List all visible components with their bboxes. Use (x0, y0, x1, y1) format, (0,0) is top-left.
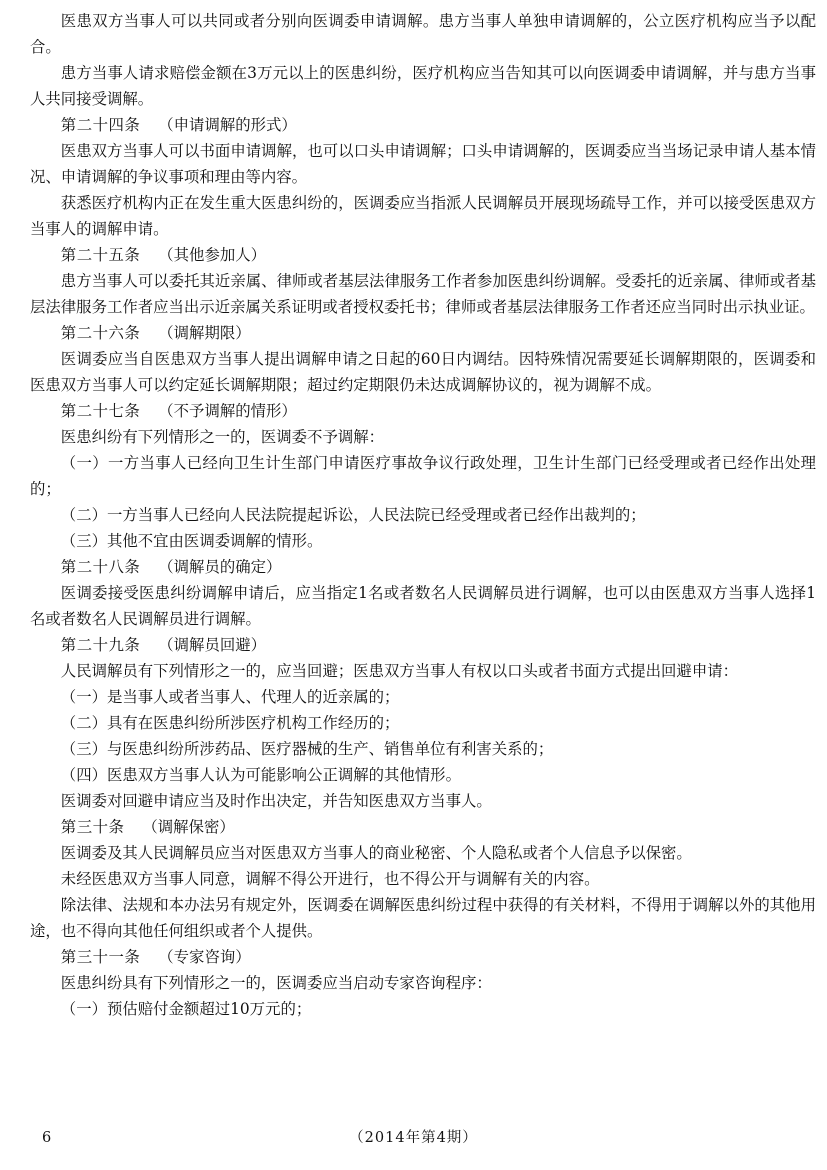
article-number: 第二十五条 (60, 246, 141, 264)
paragraph: 医患双方当事人可以共同或者分别向医调委申请调解。患方当事人单独申请调解的，公立医疗机构应当予以配合。 (30, 12, 816, 56)
paragraph: （三）与医患纠纷所涉药品、医疗器械的生产、销售单位有利害关系的； (60, 740, 554, 758)
article-heading (30, 112, 816, 138)
article-number: 第三十条 (60, 818, 125, 836)
article-number: 第三十一条 (60, 948, 141, 966)
article-title: （专家咨询） (158, 948, 251, 966)
paragraph: （四）医患双方当事人认为可能影响公正调解的其他情形。 (60, 766, 461, 784)
article-heading (30, 944, 816, 970)
page-number: 6 (42, 1130, 52, 1146)
paragraph: （一）一方当事人已经向卫生计生部门申请医疗事故争议行政处理，卫生计生部门已经受理或者已经作出处理的； (30, 454, 816, 498)
article-heading (30, 398, 816, 424)
paragraph: （三）其他不宜由医调委调解的情形。 (60, 532, 323, 550)
paragraph: 未经医患双方当事人同意，调解不得公开进行，也不得公开与调解有关的内容。 (60, 870, 600, 888)
paragraph: 患方当事人可以委托其近亲属、律师或者基层法律服务工作者参加医患纠纷调解。受委托的近亲属、律师或者基层法律服务工作者应当出示近亲属关系证明或者授权委托书；律师或者基层法律服务工作者还应当同时出示执业证。 (30, 272, 816, 316)
article-heading (30, 632, 816, 658)
paragraph: 医调委及其人民调解员应当对医患双方当事人的商业秘密、个人隐私或者个人信息予以保密。 (60, 844, 692, 862)
paragraph: 医调委对回避申请应当及时作出决定，并告知医患双方当事人。 (60, 792, 492, 810)
article-number: 第二十六条 (60, 324, 141, 342)
paragraph: 医调委接受医患纠纷调解申请后，应当指定1名或者数名人民调解员进行调解，也可以由医患双方当事人选择1名或者数名人民调解员进行调解。 (30, 584, 816, 628)
article-title: （申请调解的形式） (158, 116, 297, 134)
article-title: （调解期限） (158, 324, 251, 342)
document-body (30, 8, 816, 1022)
paragraph: 医调委应当自医患双方当事人提出调解申请之日起的60日内调结。因特殊情况需要延长调解期限的，医调委和医患双方当事人可以约定延长调解期限；超过约定期限仍未达成调解协议的，视为调解不成。 (30, 350, 816, 394)
paragraph: 医患双方当事人可以书面申请调解，也可以口头申请调解；口头申请调解的，医调委应当当场记录申请人基本情况、申请调解的争议事项和理由等内容。 (30, 142, 816, 186)
article-title: （调解保密） (142, 818, 235, 836)
paragraph: 医患纠纷具有下列情形之一的，医调委应当启动专家咨询程序： (60, 974, 492, 992)
paragraph: （二）具有在医患纠纷所涉医疗机构工作经历的； (60, 714, 400, 732)
paragraph: （一）预估赔付金额超过10万元的； (60, 1000, 312, 1018)
article-number: 第二十七条 (60, 402, 141, 420)
paragraph: 除法律、法规和本办法另有规定外，医调委在调解医患纠纷过程中获得的有关材料，不得用于调解以外的其他用途，也不得向其他任何组织或者个人提供。 (30, 896, 816, 940)
article-title: （调解员回避） (158, 636, 267, 654)
paragraph: （二）一方当事人已经向人民法院提起诉讼，人民法院已经受理或者已经作出裁判的； (60, 506, 646, 524)
article-heading (30, 814, 816, 840)
article-heading (30, 554, 816, 580)
article-number: 第二十四条 (60, 116, 141, 134)
paragraph: 医患纠纷有下列情形之一的，医调委不予调解： (60, 428, 385, 446)
paragraph: 获悉医疗机构内正在发生重大医患纠纷的，医调委应当指派人民调解员开展现场疏导工作，并可以接受医患双方当事人的调解申请。 (30, 194, 816, 238)
article-title: （其他参加人） (158, 246, 267, 264)
article-number: 第二十九条 (60, 636, 141, 654)
paragraph: 患方当事人请求赔偿金额在3万元以上的医患纠纷，医疗机构应当告知其可以向医调委申请调解，并与患方当事人共同接受调解。 (30, 64, 816, 108)
article-title: （不予调解的情形） (158, 402, 297, 420)
paragraph: （一）是当事人或者当事人、代理人的近亲属的； (60, 688, 400, 706)
article-heading (30, 320, 816, 346)
article-heading (30, 242, 816, 268)
paragraph: 人民调解员有下列情形之一的，应当回避；医患双方当事人有权以口头或者书面方式提出回避申请： (60, 662, 738, 680)
issue-label: （2014年第4期） (349, 1130, 478, 1146)
article-number: 第二十八条 (60, 558, 141, 576)
article-title: （调解员的确定） (158, 558, 282, 576)
